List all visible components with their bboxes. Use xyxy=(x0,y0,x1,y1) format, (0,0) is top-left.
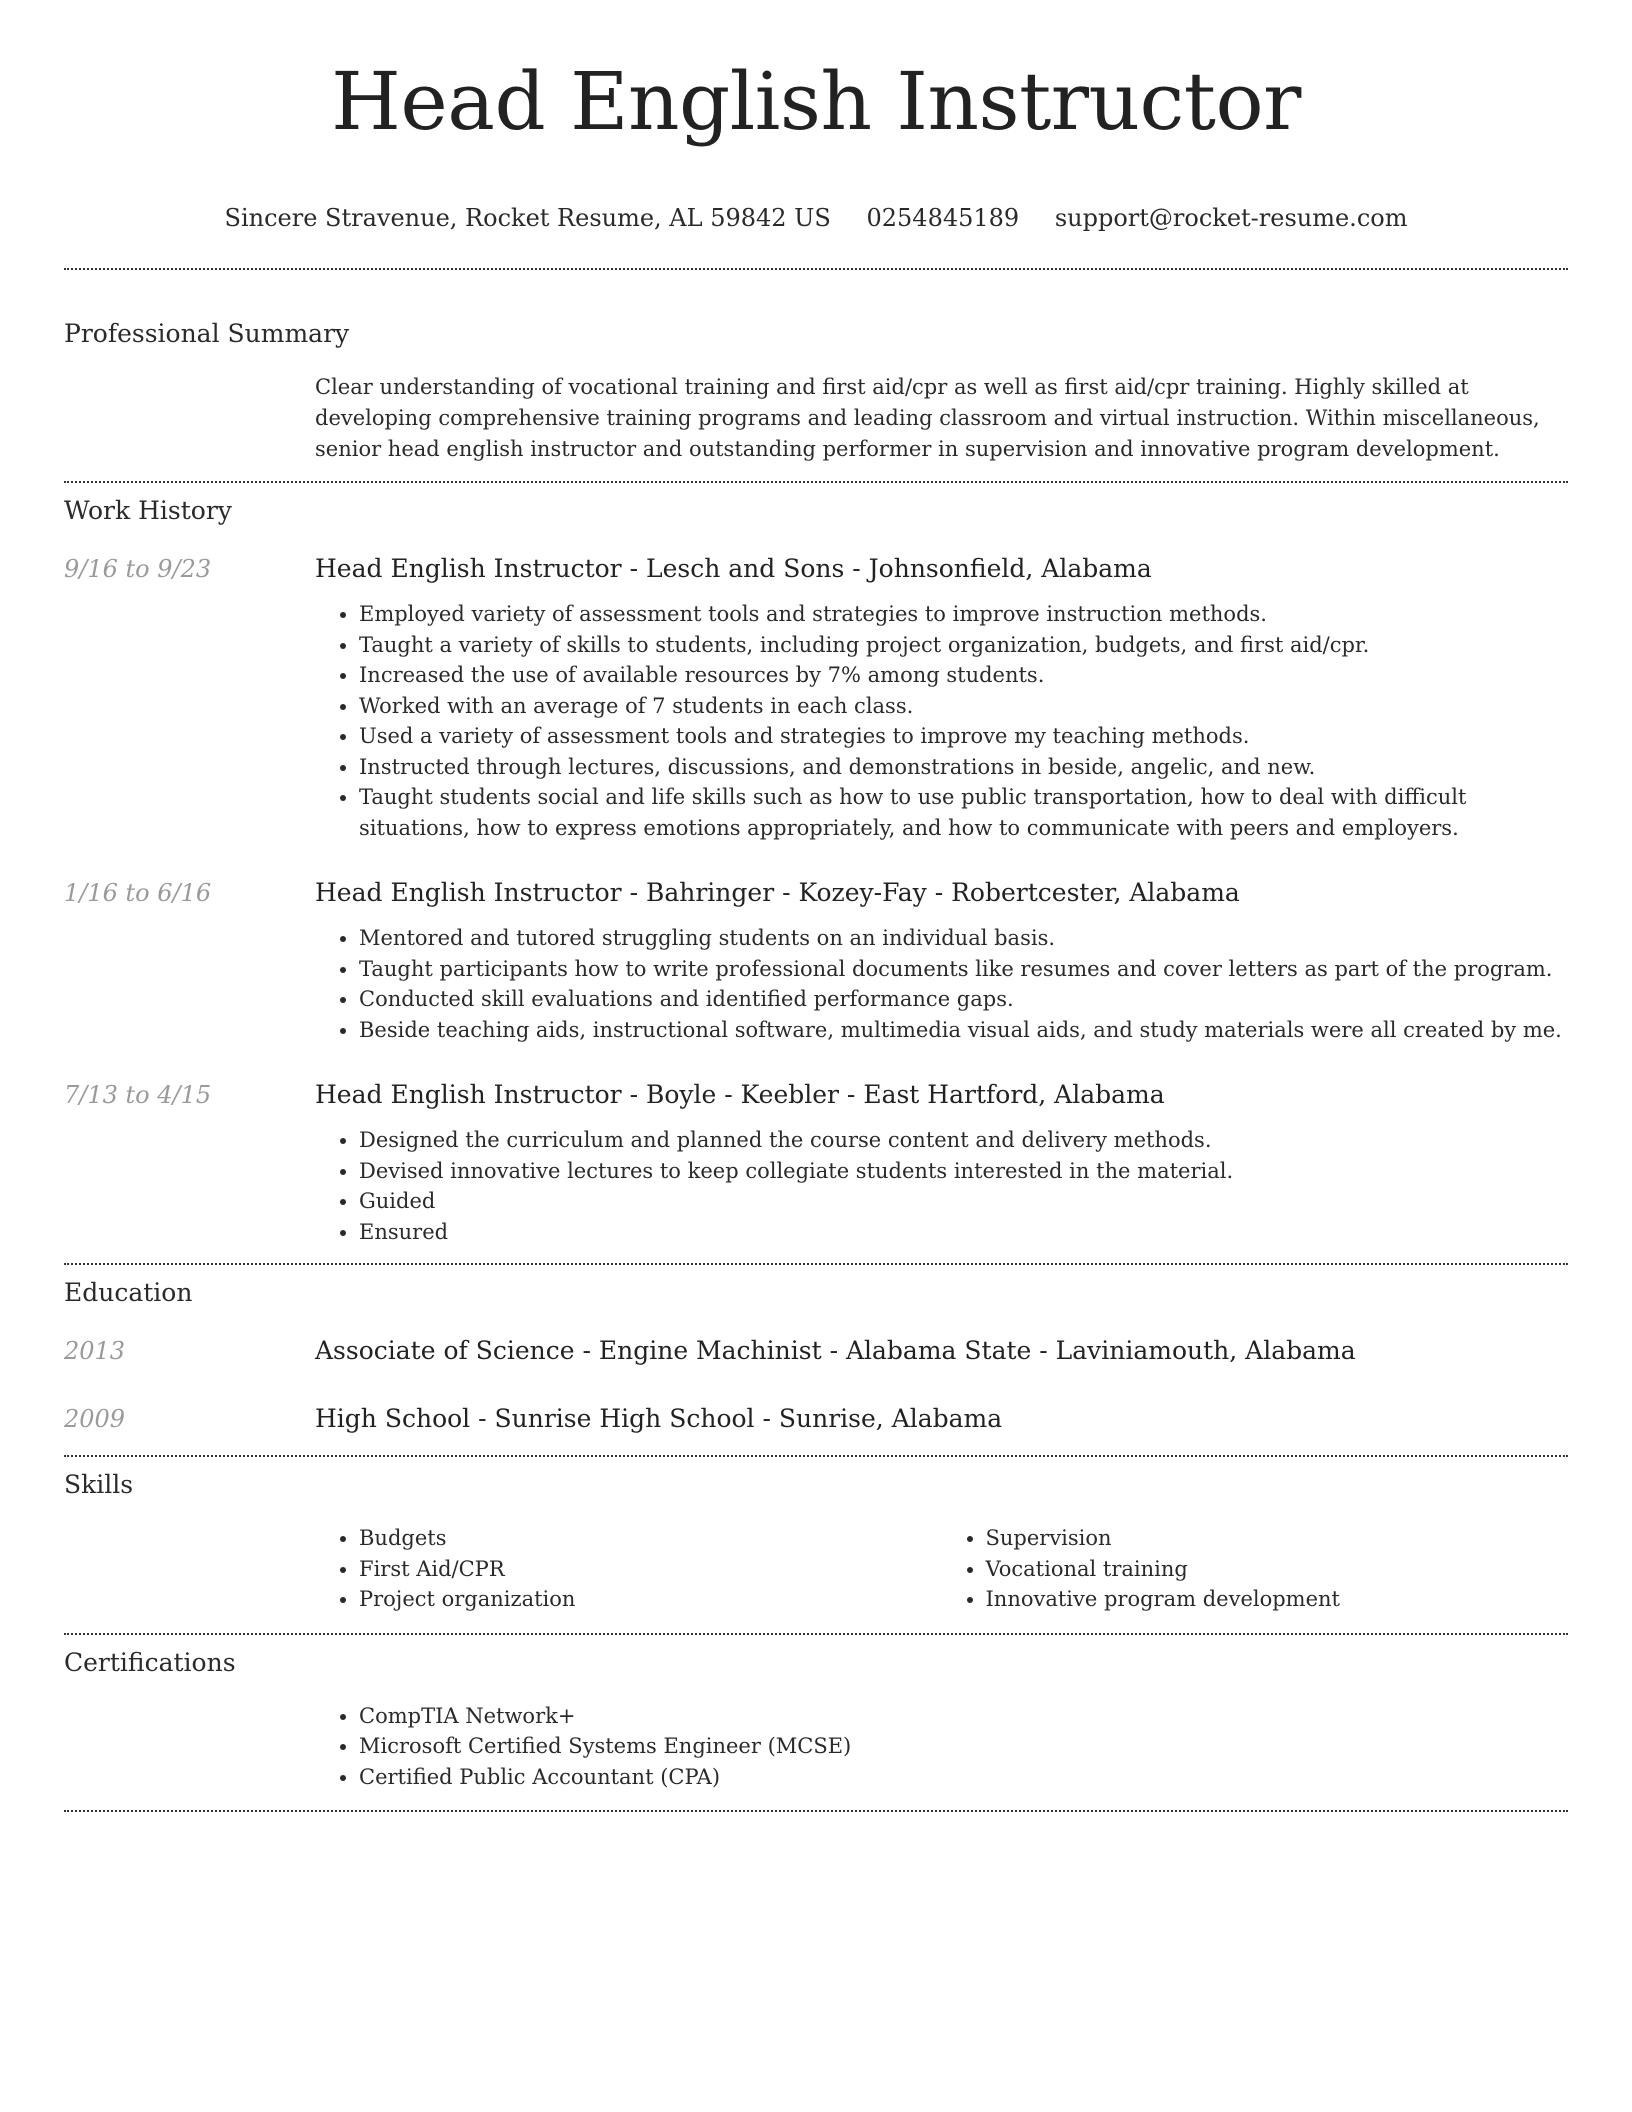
divider xyxy=(64,481,1568,483)
list-item: • Conducted skill evaluations and identified performance gaps. xyxy=(359,984,1568,1015)
list-item: • Instructed through lectures, discussions, and demonstrations in beside, angelic, and new. xyxy=(359,752,1568,783)
contact-email: support@rocket-resume.com xyxy=(1054,204,1408,232)
list-item: • Designed the curriculum and planned the course content and delivery methods. xyxy=(359,1125,1568,1156)
resume-page xyxy=(64,0,1568,1812)
divider xyxy=(64,1633,1568,1635)
list-item: • CompTIA Network+ xyxy=(359,1701,1568,1732)
resume-name: Head English Instructor xyxy=(331,55,1301,148)
summary-title: Professional Summary xyxy=(64,319,350,348)
education-entry xyxy=(64,1335,1568,1367)
education-section xyxy=(64,1277,1568,1435)
job-dates: 1/16 to 6/16 xyxy=(64,879,212,907)
education-year: 2013 xyxy=(64,1337,126,1365)
summary-section xyxy=(64,318,1568,465)
list-item: • Employed variety of assessment tools and strategies to improve instruction methods. xyxy=(359,599,1568,630)
list-item: • Taught students social and life skills such as how to use public transportation, how to deal with difficult situations, how to express emotions appropriately, and how to communicate with peers and employers. xyxy=(359,782,1568,843)
job-heading: Head English Instructor - Lesch and Sons - Johnsonfield, Alabama xyxy=(315,554,1152,583)
job-entry xyxy=(64,553,1568,843)
list-item: • Mentored and tutored struggling students on an individual basis. xyxy=(359,923,1568,954)
certifications-title: Certifications xyxy=(64,1647,236,1677)
education-title: Education xyxy=(64,1278,193,1307)
education-text: High School - Sunrise High School - Sunrise, Alabama xyxy=(315,1404,1003,1433)
skills-title: Skills xyxy=(64,1470,134,1499)
summary-text: Clear understanding of vocational training and first aid/cpr as well as first aid/cpr training. Highly skilled at developing comprehensive training programs and leading classroom and virtual instruction. Within miscellaneous, senior head english instructor and outstanding performer in supervision and innovative program development. xyxy=(315,375,1540,461)
list-item: • Taught participants how to write professional documents like resumes and cover letters as part of the program. xyxy=(359,954,1568,985)
contact-line xyxy=(64,202,1568,234)
job-heading: Head English Instructor - Boyle - Keebler - East Hartford, Alabama xyxy=(315,1080,1165,1109)
list-item: • Ensured xyxy=(359,1217,1568,1248)
education-year: 2009 xyxy=(64,1405,126,1433)
divider xyxy=(64,1810,1568,1812)
job-entry xyxy=(64,877,1568,1045)
divider xyxy=(64,1455,1568,1457)
list-item: • Innovative program development xyxy=(986,1584,1569,1615)
education-text: Associate of Science - Engine Machinist - Alabama State - Laviniamouth, Alabama xyxy=(315,1336,1356,1365)
divider xyxy=(64,1263,1568,1265)
work-section xyxy=(64,495,1568,1247)
work-title: Work History xyxy=(64,496,232,525)
list-item: • Beside teaching aids, instructional software, multimedia visual aids, and study materials were all created by me. xyxy=(359,1015,1568,1046)
list-item: • Vocational training xyxy=(986,1554,1569,1585)
job-dates: 7/13 to 4/15 xyxy=(64,1081,212,1109)
certifications-section xyxy=(64,1647,1568,1793)
list-item: • Certified Public Accountant (CPA) xyxy=(359,1762,1568,1793)
job-bullets xyxy=(315,599,1568,843)
list-item: • Worked with an average of 7 students in each class. xyxy=(359,691,1568,722)
list-item: • Guided xyxy=(359,1186,1568,1217)
list-item: • Budgets xyxy=(359,1523,942,1554)
skills-section xyxy=(64,1469,1568,1615)
list-item: • Used a variety of assessment tools and strategies to improve my teaching methods. xyxy=(359,721,1568,752)
job-bullets xyxy=(315,923,1568,1045)
skills-columns xyxy=(315,1523,1568,1615)
job-entry xyxy=(64,1079,1568,1247)
list-item: • Taught a variety of skills to students, including project organization, budgets, and first aid/cpr. xyxy=(359,630,1568,661)
job-heading: Head English Instructor - Bahringer - Kozey-Fay - Robertcester, Alabama xyxy=(315,878,1240,907)
divider xyxy=(64,268,1568,270)
contact-phone: 0254845189 xyxy=(866,204,1020,232)
skills-list-right xyxy=(942,1523,1569,1615)
education-entry xyxy=(64,1403,1568,1435)
job-bullets xyxy=(315,1125,1568,1247)
list-item: • Devised innovative lectures to keep collegiate students interested in the material. xyxy=(359,1156,1568,1187)
certifications-list xyxy=(315,1701,1568,1793)
list-item: • Supervision xyxy=(986,1523,1569,1554)
list-item: • Increased the use of available resources by 7% among students. xyxy=(359,660,1568,691)
skills-list-left xyxy=(315,1523,942,1615)
list-item: • First Aid/CPR xyxy=(359,1554,942,1585)
list-item: • Project organization xyxy=(359,1584,942,1615)
job-dates: 9/16 to 9/23 xyxy=(64,555,212,583)
list-item: • Microsoft Certified Systems Engineer (MCSE) xyxy=(359,1731,1568,1762)
contact-address: Sincere Stravenue, Rocket Resume, AL 59842 US xyxy=(224,204,831,232)
